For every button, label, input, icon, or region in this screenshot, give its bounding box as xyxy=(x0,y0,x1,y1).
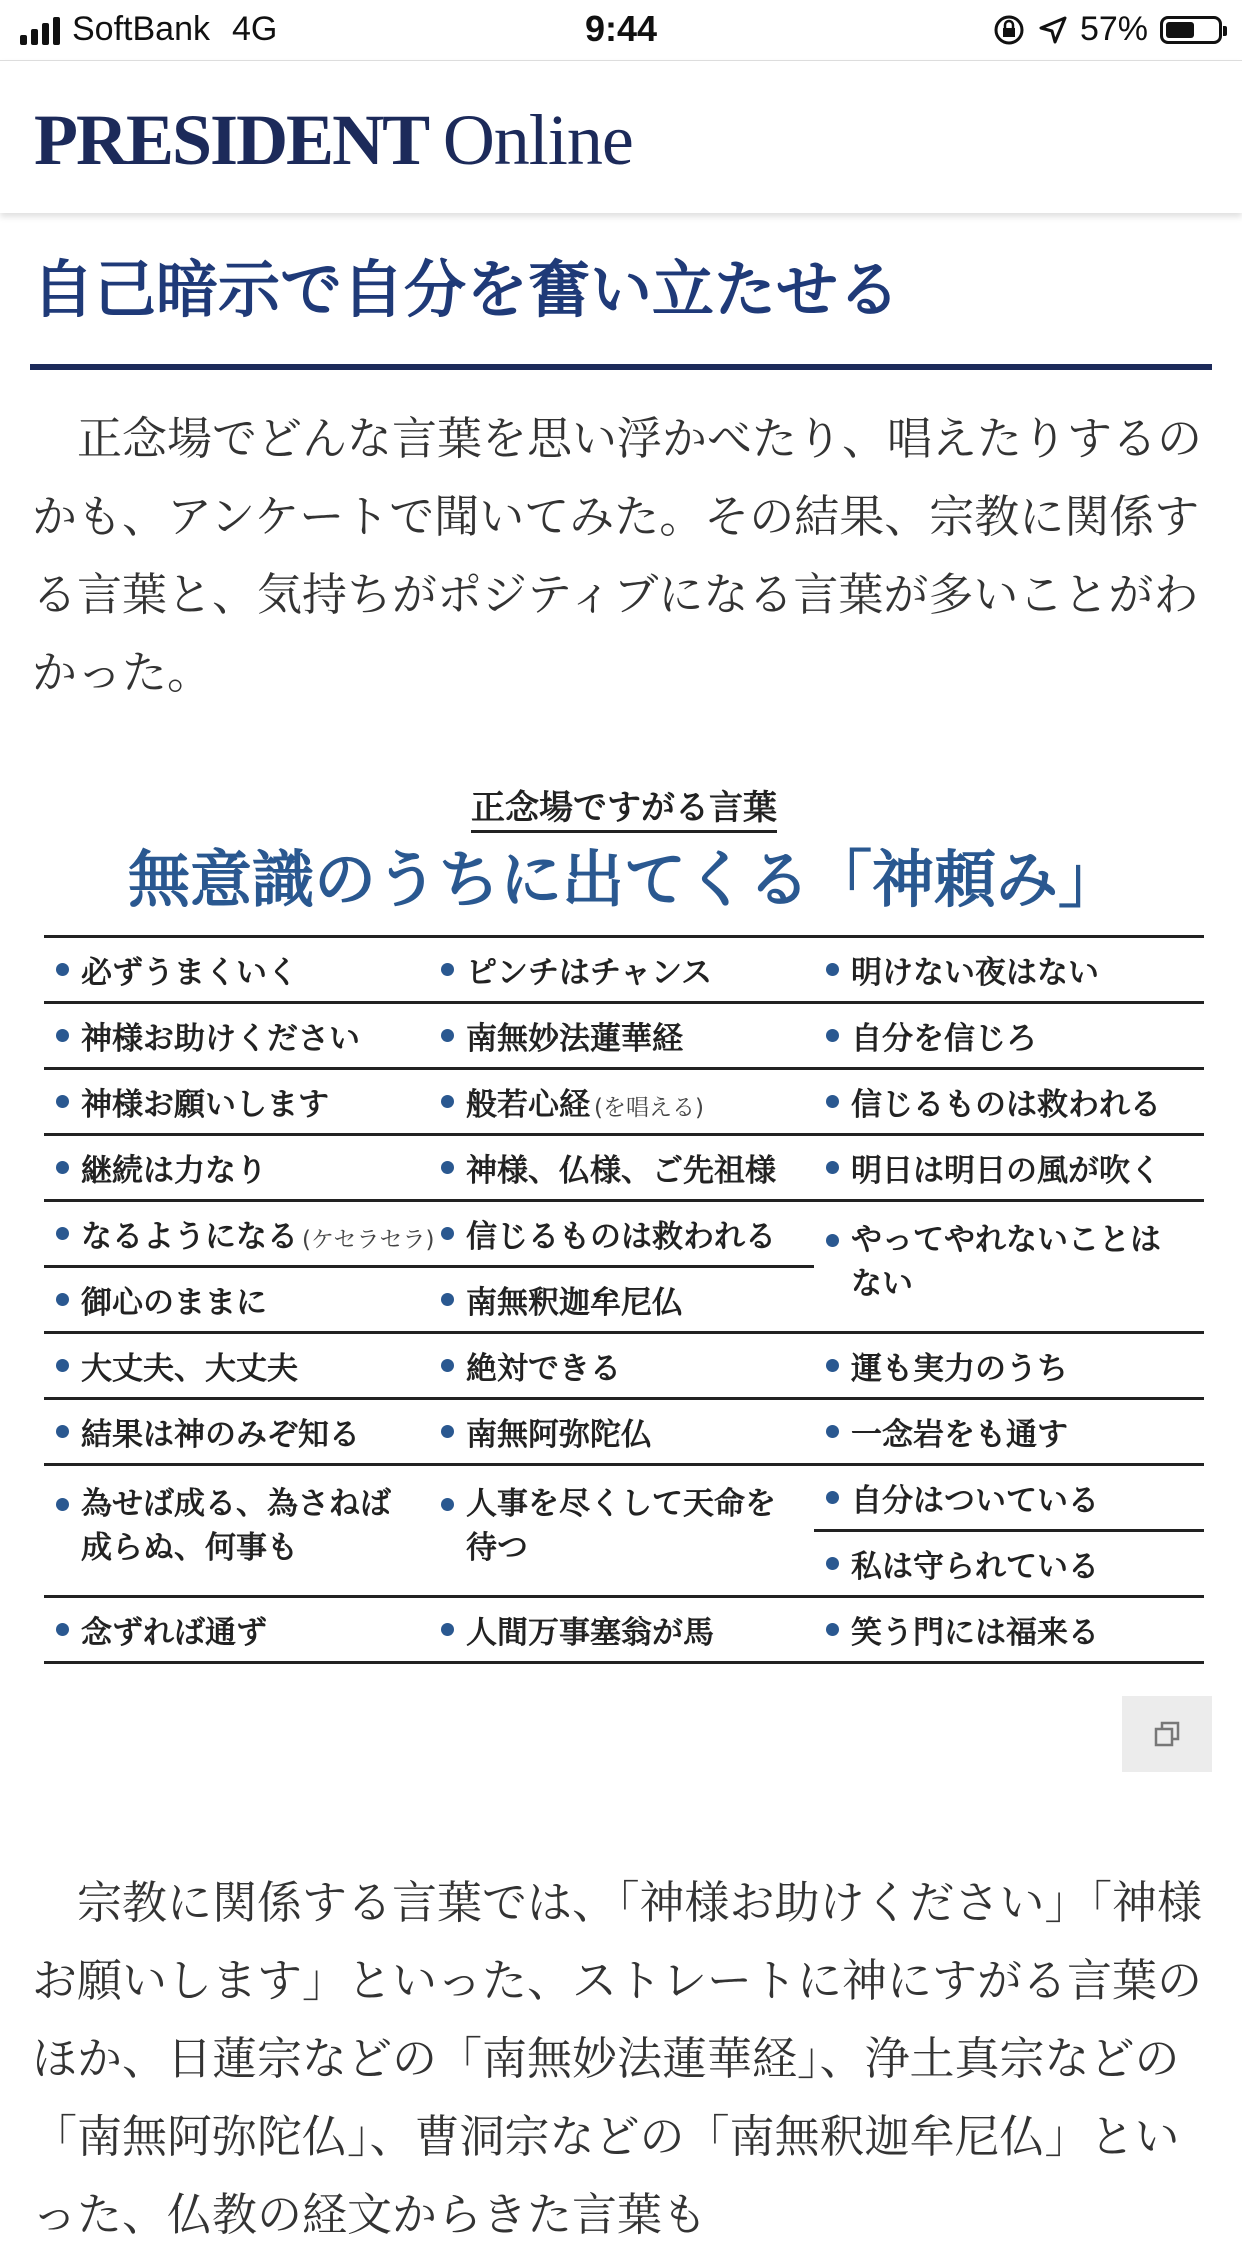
phrase-text: 絶対できる xyxy=(466,1351,621,1387)
bullet-icon xyxy=(826,1029,839,1042)
bullet-icon xyxy=(441,1425,454,1438)
bullet-icon xyxy=(826,1095,839,1108)
phrase-text-wrap xyxy=(81,1409,360,1454)
phrase-text-wrap xyxy=(81,1145,267,1190)
bullet-icon xyxy=(441,1227,454,1240)
phrase-text: ピンチはチャンス xyxy=(466,955,713,991)
site-header xyxy=(0,60,1242,213)
phrase-item xyxy=(429,1202,814,1265)
carrier-label: SoftBank xyxy=(72,10,210,48)
phrase-text-wrap xyxy=(466,1607,714,1652)
phrase-text: 信じるものは救われる xyxy=(851,1087,1161,1123)
phrase-item xyxy=(814,1136,1204,1199)
phrase-item xyxy=(429,1136,814,1199)
bullet-icon xyxy=(441,1498,454,1511)
bullet-icon xyxy=(56,1498,69,1511)
heading-divider xyxy=(30,364,1212,370)
phrase-text-wrap xyxy=(81,1607,267,1652)
bullet-icon xyxy=(826,1359,839,1372)
phrase-text: 神様お助けください xyxy=(81,1021,360,1057)
phrase-text: 念ずれば通ず xyxy=(81,1615,267,1651)
bullet-icon xyxy=(56,963,69,976)
phrase-text: 神様、仏様、ご先祖様 xyxy=(466,1153,776,1189)
bullet-icon xyxy=(826,1491,839,1504)
phrase-text: 御心のままに xyxy=(81,1285,267,1321)
phrase-text: 明けない夜はない xyxy=(851,955,1099,991)
figure-subtitle xyxy=(44,780,1204,829)
bullet-icon xyxy=(826,1161,839,1174)
phrase-item xyxy=(429,1400,814,1463)
status-bar xyxy=(0,0,1242,60)
phrase-text-wrap xyxy=(466,1013,683,1058)
phrase-text-wrap xyxy=(466,1079,704,1124)
phrase-item xyxy=(429,1466,814,1611)
bullet-icon xyxy=(441,1293,454,1306)
phrase-text-wrap xyxy=(851,1218,1181,1306)
phrase-text-wrap xyxy=(466,1277,683,1322)
phrase-item xyxy=(429,1004,814,1067)
phrase-item xyxy=(44,938,429,1001)
phrase-item xyxy=(44,1136,429,1199)
phrase-item xyxy=(429,1070,814,1133)
phrase-item xyxy=(429,1268,814,1331)
phrase-text-wrap xyxy=(81,1211,435,1256)
phrase-item xyxy=(814,1334,1204,1397)
phrase-text-wrap xyxy=(851,1541,1099,1586)
phrase-column-1 xyxy=(44,935,435,1655)
phrase-text: 南無阿弥陀仏 xyxy=(466,1417,652,1453)
bullet-icon xyxy=(56,1029,69,1042)
phrase-item xyxy=(429,938,814,1001)
phrase-item xyxy=(44,1400,429,1463)
rotation-lock-icon xyxy=(992,13,1026,47)
network-label: 4G xyxy=(231,10,278,48)
phrase-column-3 xyxy=(814,935,1204,1655)
phrase-item xyxy=(814,938,1204,1001)
phrase-text-wrap xyxy=(466,1145,776,1190)
phrase-text: 明日は明日の風が吹く xyxy=(851,1153,1161,1189)
phrase-text: 信じるものは救われる xyxy=(466,1219,776,1255)
phrase-text: 人間万事塞翁が馬 xyxy=(466,1615,714,1651)
phrase-item xyxy=(814,1070,1204,1133)
phrase-item xyxy=(814,1532,1204,1595)
phrase-text: なるようになる xyxy=(81,1219,298,1255)
phrase-item xyxy=(44,1070,429,1133)
phrase-text: 私は守られている xyxy=(851,1549,1099,1585)
phrase-item xyxy=(814,1004,1204,1067)
phrase-text-wrap xyxy=(81,1277,267,1322)
article-paragraph-1: 正念場でどんな言葉を思い浮かべたり、唱えたりするのかも、アンケートで聞いてみた。その結果、宗教に関係する言葉と、気持ちがポジティブになる言葉が多いことがわかった。 xyxy=(32,412,1203,699)
phrase-text: 南無釈迦牟尼仏 xyxy=(466,1285,683,1321)
phrase-text: やってやれないことはない xyxy=(851,1222,1161,1302)
phrase-text-wrap xyxy=(851,1475,1099,1520)
phrase-item xyxy=(429,1334,814,1397)
phrase-text: 自分はついている xyxy=(851,1483,1099,1519)
phrase-item xyxy=(429,1598,814,1661)
phrase-item xyxy=(814,1466,1204,1529)
phrase-text: 大丈夫、大丈夫 xyxy=(81,1351,298,1387)
bullet-icon xyxy=(441,1095,454,1108)
bullet-icon xyxy=(56,1425,69,1438)
phrase-text: 運も実力のうち xyxy=(851,1351,1068,1387)
phrase-text: 笑う門には福来る xyxy=(851,1615,1099,1651)
bullet-icon xyxy=(826,1234,839,1247)
phrase-table xyxy=(44,935,1204,1655)
bullet-icon xyxy=(441,1623,454,1636)
phrase-text-wrap xyxy=(466,947,712,992)
phrase-text-wrap xyxy=(851,947,1099,992)
expand-icon xyxy=(1152,1719,1182,1749)
bullet-icon xyxy=(441,1029,454,1042)
phrase-note: (を唱える) xyxy=(594,1095,704,1121)
phrase-text: 神様お願いします xyxy=(81,1087,329,1123)
bullet-icon xyxy=(56,1227,69,1240)
bullet-icon xyxy=(56,1359,69,1372)
survey-figure xyxy=(44,760,1204,1660)
article-paragraph-2: 宗教に関係する言葉では、「神様お助けください」「神様お願いします」といった、ストレートに神にすがる言葉のほか、日蓮宗などの「南無妙法蓮華経」、浄土真宗などの「南無阿弥陀仏」、曹洞宗などの「南無釈迦牟尼仏」といった、仏教の経文からきた言葉も xyxy=(32,1876,1203,2241)
status-right xyxy=(992,10,1222,49)
phrase-text-wrap xyxy=(81,1482,411,1570)
phrase-item xyxy=(44,1202,435,1265)
bullet-icon xyxy=(441,963,454,976)
bullet-icon xyxy=(826,1425,839,1438)
phrase-item xyxy=(44,1268,429,1331)
phrase-item xyxy=(44,1466,429,1611)
phrase-item xyxy=(814,1598,1204,1661)
phrase-text-wrap xyxy=(81,1343,298,1388)
phrase-item xyxy=(44,1334,429,1397)
battery-icon xyxy=(1160,16,1222,44)
phrase-text: 一念岩をも通す xyxy=(851,1417,1068,1453)
clock: 9:44 xyxy=(584,8,658,49)
logo-sub: Online xyxy=(442,100,633,180)
phrase-item xyxy=(44,1004,429,1067)
phrase-text-wrap xyxy=(466,1343,621,1388)
bullet-icon xyxy=(56,1623,69,1636)
section-heading: 自己暗示で自分を奮い立たせる xyxy=(32,253,901,326)
phrase-text: 南無妙法蓮華経 xyxy=(466,1021,683,1057)
figure-title: 無意識のうちに出てくる「神頼み」 xyxy=(127,843,1120,916)
phrase-column-2 xyxy=(429,935,814,1655)
table-rule xyxy=(44,1661,429,1664)
phrase-note: (ケセラセラ) xyxy=(302,1227,435,1253)
phrase-text-wrap xyxy=(81,1079,329,1124)
phrase-text: 自分を信じろ xyxy=(851,1021,1037,1057)
phrase-text-wrap xyxy=(466,1409,652,1454)
phrase-text-wrap xyxy=(851,1343,1068,1388)
bullet-icon xyxy=(826,963,839,976)
bullet-icon xyxy=(826,1557,839,1570)
bullet-icon xyxy=(441,1359,454,1372)
phrase-text: 人事を尽くして天命を待つ xyxy=(466,1486,776,1566)
phrase-item xyxy=(814,1202,1204,1347)
phrase-text-wrap xyxy=(851,1145,1161,1190)
phrase-text: 結果は神のみぞ知る xyxy=(81,1417,360,1453)
expand-image-button[interactable] xyxy=(1122,1696,1212,1772)
phrase-text: 継続は力なり xyxy=(81,1153,267,1189)
table-rule xyxy=(429,1661,814,1664)
bullet-icon xyxy=(56,1293,69,1306)
table-rule xyxy=(814,1661,1204,1664)
phrase-text-wrap xyxy=(466,1211,776,1256)
figure-subtitle-text: 正念場ですがる言葉 xyxy=(471,788,777,833)
phrase-text-wrap xyxy=(851,1013,1037,1058)
phrase-text: 必ずうまくいく xyxy=(81,955,298,991)
phrase-text: 為せば成る、為さねば成らぬ、何事も xyxy=(81,1486,391,1566)
phrase-text-wrap xyxy=(851,1079,1161,1124)
logo-main: PRESIDENT xyxy=(34,100,427,180)
bullet-icon xyxy=(56,1095,69,1108)
site-logo[interactable] xyxy=(34,99,633,182)
phrase-item xyxy=(44,1598,429,1661)
bullet-icon xyxy=(441,1161,454,1174)
phrase-text: 般若心経 xyxy=(466,1087,590,1123)
phrase-text-wrap xyxy=(851,1409,1068,1454)
phrase-text-wrap xyxy=(851,1607,1099,1652)
bullet-icon xyxy=(826,1623,839,1636)
bullet-icon xyxy=(56,1161,69,1174)
phrase-text-wrap xyxy=(81,1013,360,1058)
location-arrow-icon xyxy=(1038,15,1068,45)
phrase-text-wrap xyxy=(81,947,298,992)
battery-percent: 57% xyxy=(1079,10,1148,48)
phrase-item xyxy=(814,1400,1204,1463)
phrase-text-wrap xyxy=(466,1482,796,1570)
